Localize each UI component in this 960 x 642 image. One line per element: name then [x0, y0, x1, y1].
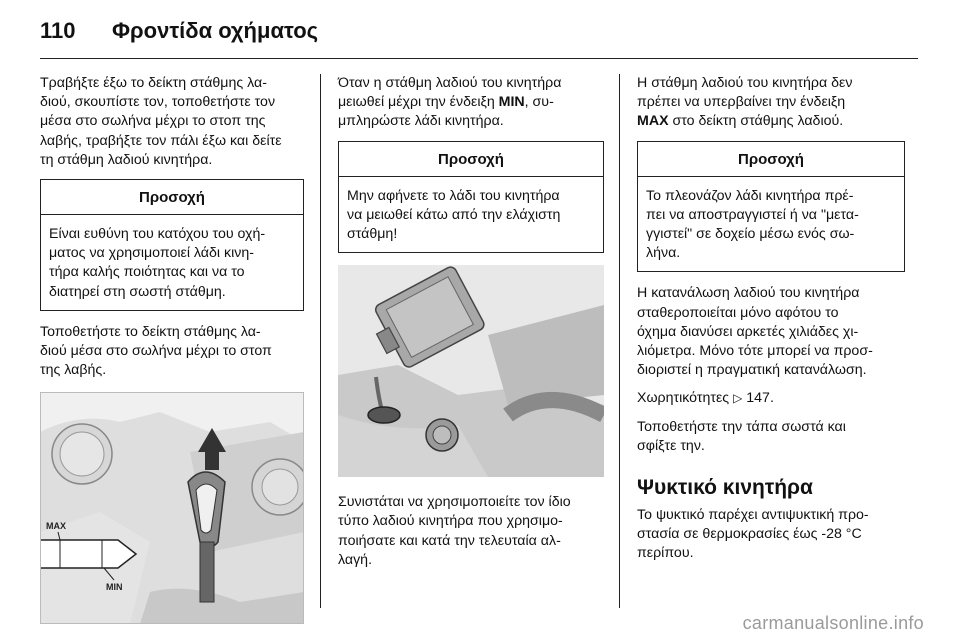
- notice-title: Προσοχή: [638, 142, 904, 177]
- coolant-text: Το ψυκτικό παρέχει αντιψυκτική προ- στασία σε θερμοκρασίες έως -28 °C περίπου.: [637, 507, 869, 562]
- page-number: 110: [40, 18, 76, 43]
- dipstick-illustration: [40, 392, 304, 624]
- oil-consumption-text: Η κατανάλωση λαδιού του κινητήρα σταθεροποιείται μόνο αφότου το όχημα διανύσει αρκετές χιλιάδες χι- λιόμετρα. Μόνο τότε μπορεί να προσ- διοριστεί η πραγματική κατανάλωση.: [637, 285, 873, 379]
- page-reference-icon[interactable]: ▷: [733, 391, 743, 406]
- watermark: carmanualsonline.info: [742, 613, 924, 633]
- insert-dipstick-text: Τοποθετήστε το δείκτη στάθμης λα- διού μέσα στο σωλήνα μέχρι το στοπ της λαβής.: [40, 323, 272, 379]
- oil-type-recommendation: Συνιστάται να χρησιμοποιείτε τον ίδιο τύπο λαδιού κινητήρα που χρησιμο- ποιήσατε και κατά την τελευταία αλ- λαγή.: [338, 494, 571, 568]
- notice-box-minimum-level: [338, 141, 604, 254]
- notice-box-owner-responsibility: [40, 179, 304, 311]
- column-divider-2: [619, 74, 620, 608]
- notice-text: Μην αφήνετε το λάδι του κινητήρα να μειωθεί κάτω από την ελάχιστη στάθμη!: [347, 187, 561, 243]
- notice-title: Προσοχή: [41, 180, 303, 215]
- notice-title: Προσοχή: [339, 142, 603, 177]
- column-divider-1: [320, 74, 321, 608]
- min-level-text-end: , συ- μπληρώστε λάδι κινητήρα.: [338, 94, 554, 130]
- cap-instructions: Τοποθετήστε την τάπα σωστά και σφίξτε την.: [637, 418, 846, 454]
- dipstick-drawing: [40, 392, 304, 624]
- capacities-label: Χωρητικότητες: [637, 390, 730, 407]
- oil-filling-drawing: [338, 265, 604, 477]
- min-label: MIN: [106, 582, 123, 593]
- page-title: Φροντίδα οχήματος: [112, 18, 319, 43]
- column-2: [338, 74, 604, 579]
- min-level-text-start: Όταν η στάθμη λαδιού του κινητήρα μειωθεί μέχρι την ένδειξη: [338, 75, 562, 111]
- min-level-text: [338, 74, 604, 132]
- max-level-text: [637, 74, 905, 132]
- dipstick-instructions: Τραβήξτε έξω το δείκτη στάθμης λα- διού, σκουπίστε τον, τοποθετήστε τον μέσα στο σωλήνα μέχρι το στοπ της λαβής, τραβήξτε τον πάλι έξω και δείτε τη στάθμη λαδιού κινητήρα.: [40, 75, 282, 168]
- oil-filling-illustration: [338, 265, 604, 477]
- section-heading-coolant: Ψυκτικό κινητήρα: [637, 476, 813, 500]
- column-3: [637, 74, 905, 573]
- page-header: [40, 18, 318, 48]
- header-divider: [40, 58, 918, 59]
- max-keyword: MAX: [637, 113, 669, 130]
- notice-box-excess-oil: [637, 141, 905, 273]
- capacities-reference: [637, 389, 905, 408]
- notice-text: Το πλεονάζον λάδι κινητήρα πρέ- πει να αποστραγγιστεί ή να "μετα- γγιστεί" σε δοχείο μέσω ενός σω- λήνα.: [646, 187, 859, 262]
- max-level-text-end: στο δείκτη στάθμης λαδιού.: [668, 113, 844, 130]
- max-label: MAX: [46, 521, 66, 532]
- min-keyword: MIN: [498, 94, 525, 111]
- capacities-page-ref[interactable]: 147.: [746, 390, 774, 407]
- column-1: [40, 74, 304, 624]
- max-level-text-start: Η στάθμη λαδιού του κινητήρα δεν πρέπει να υπερβαίνει την ένδειξη: [637, 75, 853, 111]
- notice-text: Είναι ευθύνη του κατόχου του οχή- ματος να χρησιμοποιεί λάδι κινη- τήρα καλής ποιότητας και να το διατηρεί στη σωστή στάθμη.: [49, 226, 266, 300]
